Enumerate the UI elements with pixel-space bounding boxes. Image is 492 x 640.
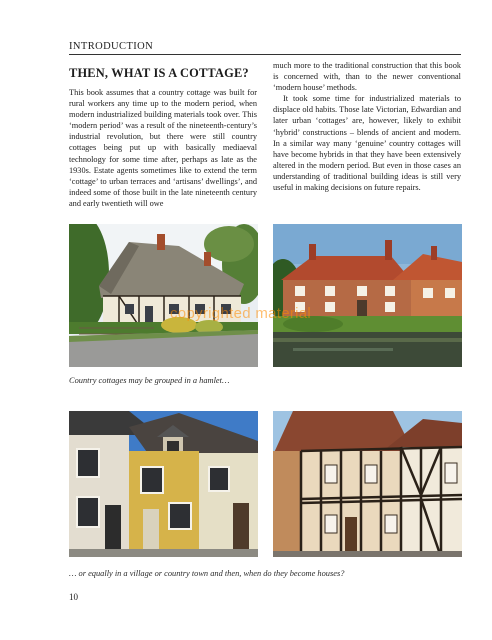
right-column xyxy=(273,60,461,193)
section-title: THEN, WHAT IS A COTTAGE? xyxy=(69,66,249,80)
village-terrace-photo xyxy=(69,411,258,557)
right-continuation: much more to the traditional construction that this book is concerned with, than to the newer conventional ‘modern house’ methods. xyxy=(273,61,461,93)
brick-cottages-photo xyxy=(273,224,462,367)
left-paragraph: This book assumes that a country cottage was built for rural workers any time up to the modern period, when modern industrialized building materials took over. This ‘modern period’ was a result of the nineteenth-century’s industrial revolution, but there were still country cottages being put up with basically mediaeval technology for some time after, perhaps as late as the 1930s. Estate agents sometimes like to extend the term ‘cottage’ to urban terraces and ‘artisans’ dwellings’, and indeed some of those built in the late nineteenth century and early twentieth will owe xyxy=(69,88,257,208)
caption-bottom: … or equally in a village or country town and then, when do they become houses? xyxy=(69,569,345,578)
right-paragraph: It took some time for industrialized materials to displace old habits. Those late Victorian, Edwardian and later urban ‘cottages’ are, however, likely to exhibit ‘hybrid’ constructions – blends of ancient and modern. In a similar way many ‘genuine’ country cottages will have become hybrids in that they have been extensively altered in the modern period. But even in those cases an understanding of traditional building ideas is still very useful in making decisions on future repairs. xyxy=(273,94,461,193)
thatched-cottage-photo xyxy=(69,224,258,367)
caption-top: Country cottages may be grouped in a hamlet… xyxy=(69,376,230,385)
copyright-watermark: copyrighted material xyxy=(170,305,312,322)
header-rule xyxy=(69,54,461,55)
page-number: 10 xyxy=(69,592,78,602)
timber-framed-houses-photo xyxy=(273,411,462,557)
running-head: INTRODUCTION xyxy=(69,41,154,52)
left-column xyxy=(69,60,257,209)
